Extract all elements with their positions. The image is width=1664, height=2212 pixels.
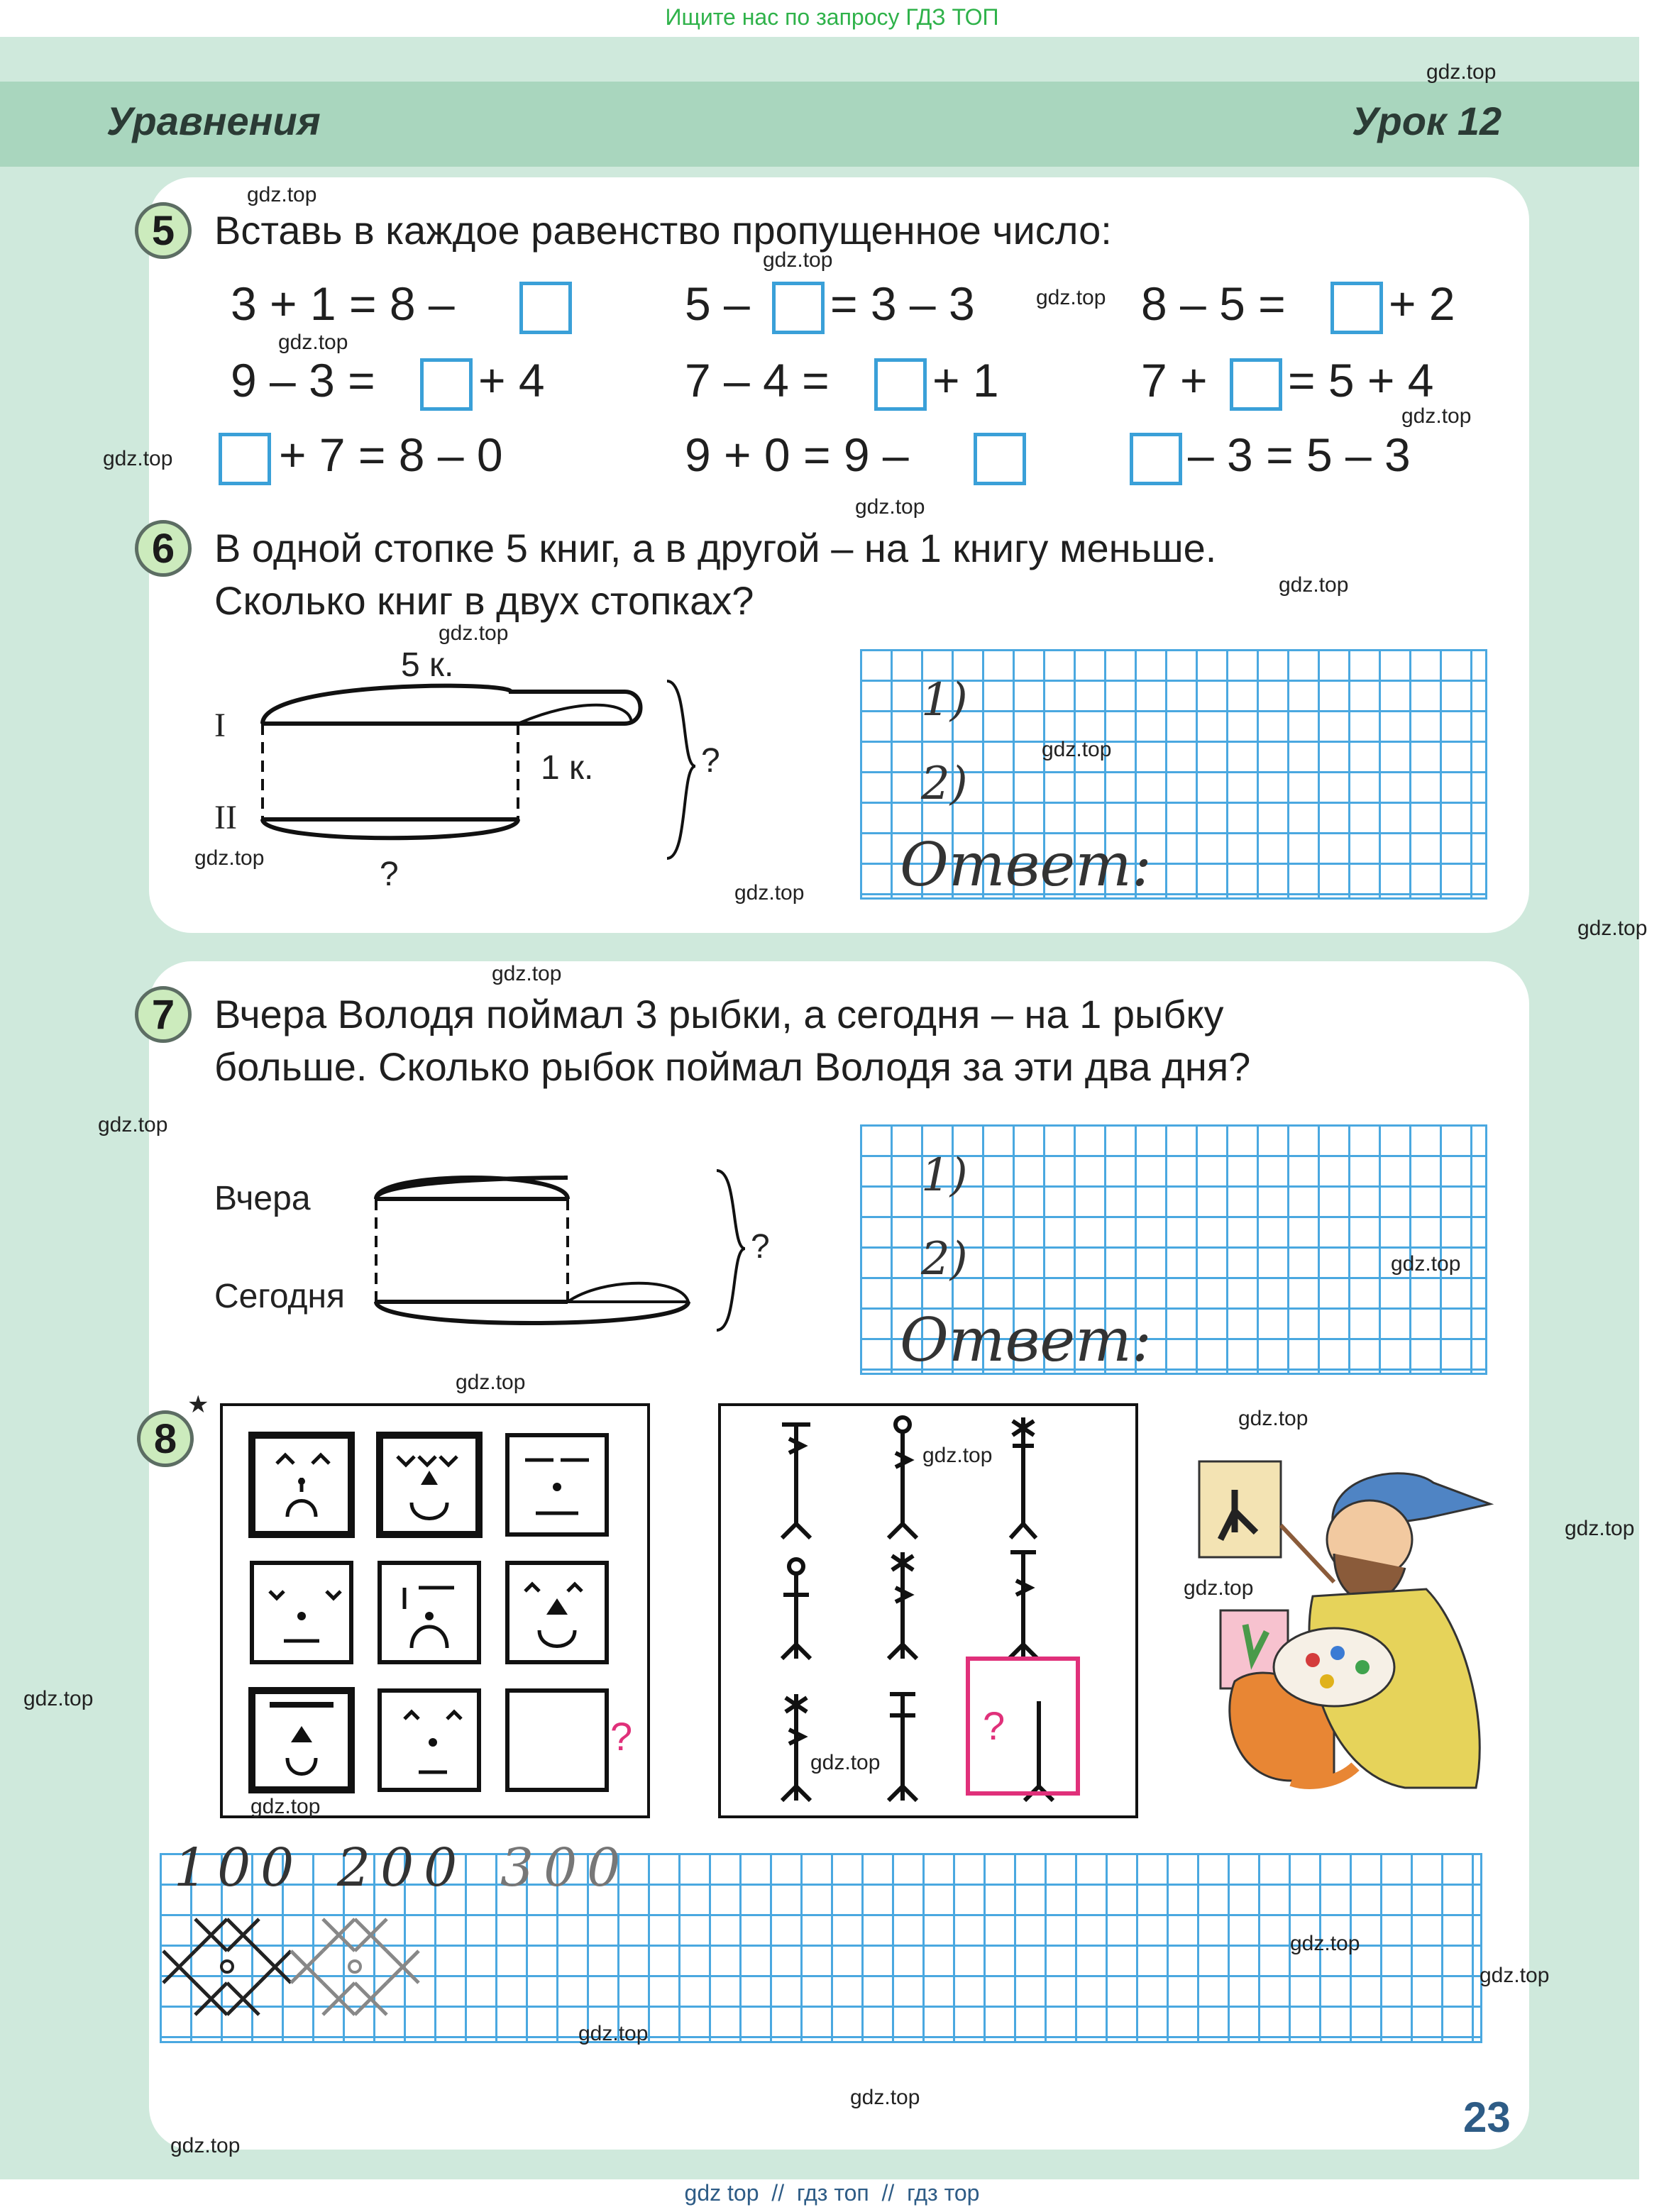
watermark: gdz.top	[1042, 738, 1112, 761]
faces-question-mark: ?	[610, 1714, 633, 1759]
watermark: gdz.top	[98, 1113, 168, 1137]
task6-step1: 1)	[921, 674, 968, 726]
lesson-title: Урок 12	[1352, 99, 1502, 143]
answer-box-2[interactable]	[772, 282, 825, 334]
answer-box-1[interactable]	[519, 282, 572, 334]
top-banner: Ищите нас по запросу ГДЗ ТОП	[665, 4, 999, 30]
task-number-6: 6	[135, 520, 192, 577]
task6-label-II: II	[214, 799, 237, 836]
watermark: gdz.top	[1238, 1407, 1308, 1430]
watermark: gdz.top	[492, 962, 562, 985]
watermark: gdz.top	[439, 621, 509, 645]
watermark: gdz.top	[1184, 1576, 1254, 1600]
section-title: Уравнения	[106, 99, 321, 143]
task7-line2: больше. Сколько рыбок поймал Володя за эти два дня?	[214, 1044, 1251, 1089]
eq-5-left: 7 – 4 =	[685, 354, 830, 407]
watermark: gdz.top	[1279, 573, 1349, 597]
answer-box-5[interactable]	[874, 358, 927, 411]
eq-7-right: + 7 = 8 – 0	[279, 428, 503, 481]
eq-3-right: + 2	[1389, 277, 1455, 330]
answer-box-7[interactable]	[219, 433, 271, 485]
task6-line2: Сколько книг в двух стопках?	[214, 578, 754, 623]
watermark: gdz.top	[194, 846, 265, 870]
task7-segment-diagram	[369, 1163, 781, 1341]
watermark: gdz.top	[170, 2134, 241, 2157]
answer-box-9[interactable]	[1130, 433, 1182, 485]
eq-3-left: 8 – 5 =	[1141, 277, 1286, 330]
star-icon: ★	[187, 1391, 209, 1418]
answer-box-4[interactable]	[420, 358, 473, 411]
task7-label-total: ?	[751, 1228, 770, 1266]
faces-puzzle	[220, 1403, 650, 1818]
task6-label-diff: 1 к.	[541, 749, 594, 787]
page-number: 23	[1463, 2094, 1511, 2141]
answer-box-8[interactable]	[974, 433, 1026, 485]
watermark: gdz.top	[1036, 286, 1106, 309]
figures-question-mark: ?	[983, 1703, 1005, 1748]
task5-instruction: Вставь в каждое равенство пропущенное число:	[214, 208, 1112, 253]
task6-label-top: 5 к.	[401, 646, 454, 684]
eq-2-left: 5 –	[685, 277, 750, 330]
task6-answer-label: Ответ:	[900, 830, 1152, 900]
task7-line1: Вчера Володя поймал 3 рыбки, а сегодня – на 1 рыбку	[214, 992, 1224, 1036]
eq-5-right: + 1	[932, 354, 999, 407]
watermark: gdz.top	[1577, 917, 1648, 940]
watermark: gdz.top	[23, 1687, 94, 1710]
watermark: gdz.top	[1565, 1517, 1635, 1540]
watermark: gdz.top	[1290, 1932, 1360, 1955]
watermark: gdz.top	[578, 2022, 649, 2045]
watermark: gdz.top	[103, 447, 173, 470]
answer-box-3[interactable]	[1330, 282, 1383, 334]
eq-1-left: 3 + 1 = 8 –	[231, 277, 455, 330]
task6-label-I: I	[214, 707, 226, 744]
watermark: gdz.top	[456, 1371, 526, 1394]
task7-step1: 1)	[921, 1149, 968, 1202]
watermark: gdz.top	[250, 1795, 321, 1818]
task6-label-total: ?	[701, 742, 720, 780]
watermark: gdz.top	[1391, 1252, 1461, 1276]
task7-step2: 2)	[921, 1233, 968, 1285]
eq-8-left: 9 + 0 = 9 –	[685, 428, 909, 481]
watermark: gdz.top	[922, 1444, 993, 1467]
watermark: gdz.top	[734, 881, 805, 905]
eq-9-right: – 3 = 5 – 3	[1188, 428, 1411, 481]
task6-step2: 2)	[921, 758, 968, 810]
eq-6-right: = 5 + 4	[1288, 354, 1434, 407]
eq-4-right: + 4	[478, 354, 545, 407]
eq-6-left: 7 +	[1141, 354, 1208, 407]
task7-answer-label: Ответ:	[900, 1305, 1152, 1375]
crosses-pattern	[160, 1915, 458, 2043]
watermark: gdz.top	[810, 1751, 881, 1774]
task-number-8: 8	[137, 1410, 194, 1467]
task7-label-yesterday: Вчера	[214, 1180, 311, 1217]
watermark: gdz.top	[1401, 404, 1472, 428]
writing-100: 100	[174, 1837, 304, 1898]
eq-2-right: = 3 – 3	[830, 277, 975, 330]
watermark: gdz.top	[1426, 60, 1497, 84]
watermark: gdz.top	[278, 331, 348, 354]
bottom-banner: gdz top // гдз топ // гдз тор	[684, 2180, 980, 2206]
watermark: gdz.top	[855, 495, 925, 519]
answer-box-6[interactable]	[1230, 358, 1282, 411]
watermark: gdz.top	[763, 248, 833, 272]
writing-300: 300	[500, 1837, 631, 1898]
task-number-7: 7	[135, 986, 192, 1043]
eq-4-left: 9 – 3 =	[231, 354, 375, 407]
watermark: gdz.top	[850, 2086, 920, 2109]
task7-label-today: Сегодня	[214, 1278, 345, 1315]
writing-200: 200	[337, 1837, 468, 1898]
task6-segment-diagram	[206, 638, 731, 908]
task6-label-bottom: ?	[380, 856, 399, 893]
gnome-painter-illustration	[1192, 1447, 1504, 1802]
watermark: gdz.top	[247, 183, 317, 206]
watermark: gdz.top	[1480, 1964, 1550, 1987]
task-number-5: 5	[135, 202, 192, 259]
task6-line1: В одной стопке 5 книг, а в другой – на 1 книгу меньше.	[214, 526, 1217, 570]
